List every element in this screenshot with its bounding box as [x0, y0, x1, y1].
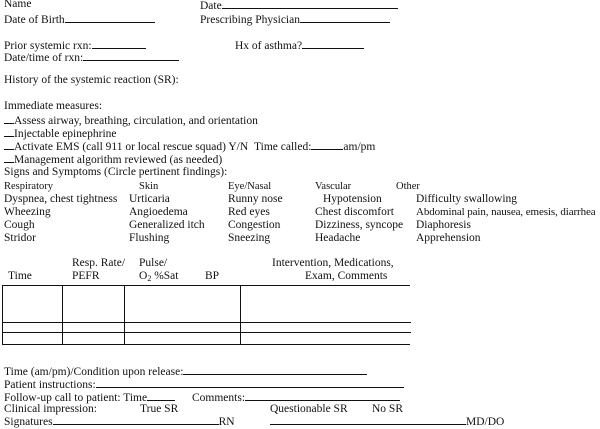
- signature-md-blank[interactable]: [270, 414, 466, 425]
- table-row[interactable]: [2, 332, 411, 333]
- table-divider: [62, 285, 63, 344]
- table-header-pefr: PEFR: [72, 270, 100, 282]
- time-called-blank[interactable]: [311, 139, 343, 150]
- col-skin: Skin: [139, 181, 159, 192]
- immediate-item-epinephrine[interactable]: Injectable epinephrine: [4, 126, 117, 141]
- impression-true-sr[interactable]: True SR: [140, 403, 179, 415]
- symptom[interactable]: Hypotension: [323, 193, 382, 205]
- symptom[interactable]: Urticaria: [129, 193, 170, 205]
- date-blank[interactable]: [222, 0, 398, 9]
- symptom[interactable]: Cough: [4, 219, 35, 231]
- symptom[interactable]: Stridor: [4, 232, 36, 244]
- table-header-bp: BP: [205, 270, 220, 282]
- table-header-time: Time: [8, 270, 32, 282]
- immediate-title: Immediate measures:: [4, 100, 103, 112]
- symptom[interactable]: Dizziness, syncope: [315, 219, 404, 231]
- checkbox-blank[interactable]: [4, 126, 14, 137]
- table-header-intervention: Intervention, Medications,: [272, 257, 394, 269]
- symptom[interactable]: Angioedema: [129, 206, 188, 218]
- symptom[interactable]: Diaphoresis: [416, 219, 471, 231]
- asthma-blank[interactable]: [302, 38, 364, 49]
- datetime-blank[interactable]: [83, 50, 179, 61]
- immediate-item-algorithm[interactable]: Management algorithm reviewed (as needed): [4, 152, 222, 167]
- instructions-field[interactable]: Patient instructions:: [4, 377, 404, 392]
- table-header-o2sat: $O_2$ %Sat: [139, 270, 179, 283]
- signature-rn-blank[interactable]: [53, 414, 219, 425]
- col-eye-nasal: Eye/Nasal: [228, 181, 272, 192]
- datetime-field[interactable]: Date/time of rxn:: [4, 50, 179, 65]
- table-header-comments: Exam, Comments: [305, 270, 388, 282]
- col-other: Other: [396, 181, 420, 192]
- time-called-field[interactable]: Time called: am/pm: [254, 141, 376, 153]
- immediate-item-airway[interactable]: Assess airway, breathing, circulation, and orientation: [4, 113, 258, 128]
- symptom[interactable]: Chest discomfort: [315, 206, 394, 218]
- signature-rn-field[interactable]: Signatures RN: [4, 416, 235, 428]
- followup-field[interactable]: Follow-up call to patient: Time: [4, 390, 175, 405]
- prior-rxn-blank[interactable]: [92, 38, 146, 49]
- signature-md-field[interactable]: MD/DO: [270, 414, 504, 429]
- table-divider: [240, 285, 241, 344]
- symptom[interactable]: Dyspnea, chest tightness: [4, 193, 118, 205]
- symptom[interactable]: Flushing: [129, 232, 170, 244]
- table-divider: [124, 285, 125, 344]
- symptom[interactable]: Sneezing: [228, 232, 271, 244]
- table-row[interactable]: [2, 322, 411, 323]
- vitals-table: [2, 285, 410, 345]
- sr-history-label: History of the systemic reaction (SR):: [4, 74, 179, 86]
- symptom[interactable]: Congestion: [228, 219, 281, 231]
- physician-field[interactable]: Prescribing Physician: [200, 12, 390, 27]
- symptom[interactable]: Wheezing: [4, 206, 51, 218]
- table-header-resp: Resp. Rate/: [72, 257, 126, 269]
- impression-label: Clinical impression:: [4, 403, 97, 415]
- symptom[interactable]: Generalized itch: [129, 219, 205, 231]
- checkbox-blank[interactable]: [4, 113, 14, 124]
- checkbox-blank[interactable]: [4, 152, 14, 163]
- symptom[interactable]: Difficulty swallowing: [416, 193, 518, 205]
- comments-field[interactable]: Comments:: [192, 390, 400, 405]
- dob-blank[interactable]: [65, 12, 155, 23]
- prior-rxn-field[interactable]: Prior systemic rxn:: [4, 38, 146, 53]
- dob-field[interactable]: Date of Birth: [4, 12, 155, 27]
- signs-title: Signs and Symptoms (Circle pertinent findings):: [4, 166, 228, 178]
- col-vascular: Vascular: [315, 181, 352, 192]
- symptom[interactable]: Headache: [315, 232, 361, 244]
- col-respiratory: Respiratory: [4, 181, 53, 192]
- followup-time-blank[interactable]: [147, 390, 175, 401]
- symptom[interactable]: Apprehension: [416, 232, 481, 244]
- comments-blank[interactable]: [245, 390, 400, 401]
- instructions-blank[interactable]: [96, 377, 404, 388]
- table-header-pulse: Pulse/: [139, 257, 168, 269]
- checkbox-blank[interactable]: [4, 139, 14, 150]
- asthma-field[interactable]: Hx of asthma?: [235, 38, 364, 53]
- release-blank[interactable]: [183, 364, 367, 375]
- symptom[interactable]: Runny nose: [228, 193, 283, 205]
- date-field[interactable]: Date: [200, 0, 398, 13]
- impression-questionable-sr[interactable]: Questionable SR: [270, 403, 348, 415]
- name-field: Name: [4, 0, 32, 10]
- immediate-item-ems[interactable]: Activate EMS (call 911 or local rescue squad) Y/N: [4, 139, 248, 154]
- physician-blank[interactable]: [300, 12, 390, 23]
- release-field[interactable]: Time (am/pm)/Condition upon release:: [4, 364, 367, 379]
- symptom[interactable]: Red eyes: [228, 206, 270, 218]
- impression-no-sr[interactable]: No SR: [372, 403, 403, 415]
- symptom[interactable]: Abdominal pain, nausea, emesis, diarrhea: [416, 206, 596, 218]
